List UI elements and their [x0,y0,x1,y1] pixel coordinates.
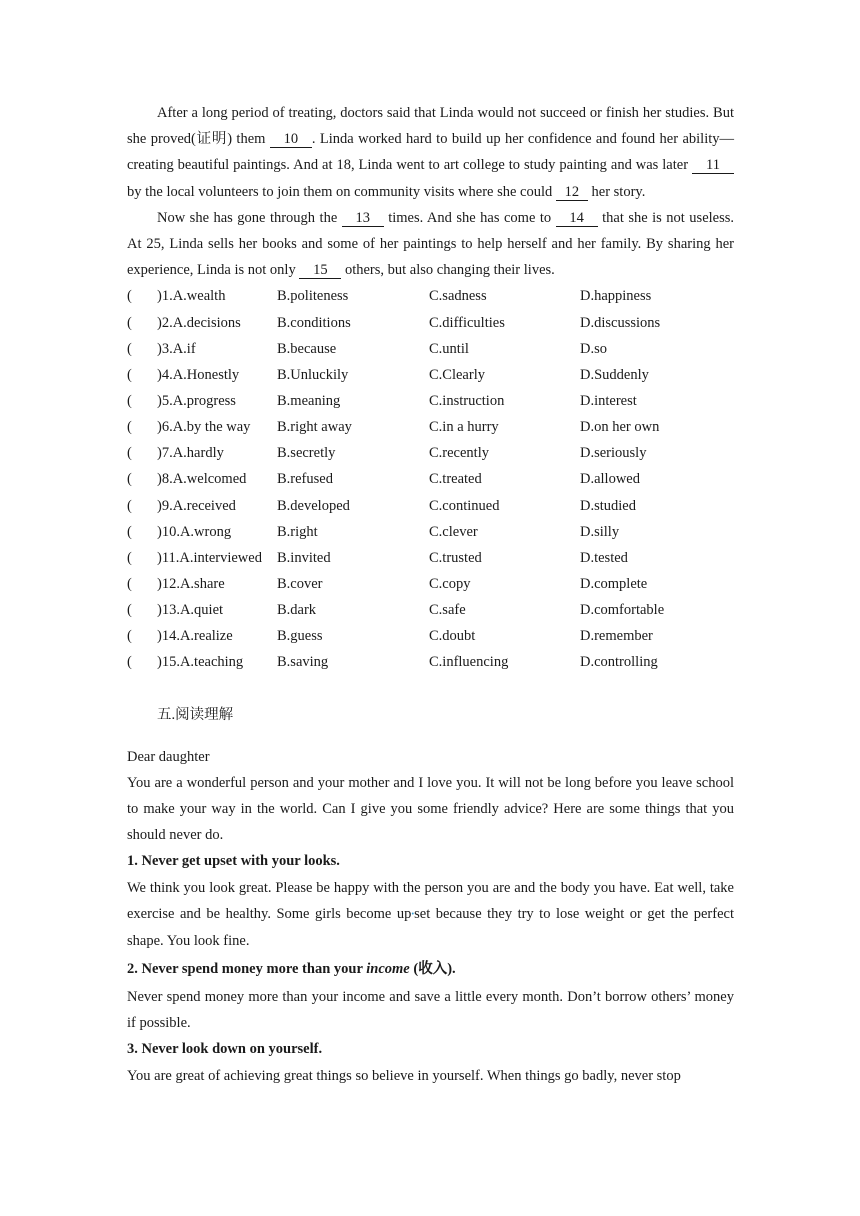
letter-heading-3: 3. Never look down on yourself. [127,1041,323,1058]
passage-text: times. And she has come to [383,209,556,226]
answer-paren[interactable]: ( [127,340,132,357]
answer-paren[interactable]: ( [127,654,132,671]
option-a: )14.A.realize [157,628,233,645]
option-d: D.on her own [580,419,660,436]
answer-paren[interactable]: ( [127,549,132,566]
option-b: B.politeness [277,288,349,305]
answer-paren[interactable]: ( [127,392,132,409]
option-d: D.remember [580,628,653,645]
letter-body-1 [127,875,734,954]
answer-paren[interactable]: ( [127,366,132,383]
option-b: B.meaning [277,392,341,409]
passage-text: Now she has gone through the [157,209,342,226]
blank-14: 14 [556,211,598,227]
option-b: B.guess [277,628,323,645]
option-row [127,519,734,545]
option-b: B.conditions [277,314,351,331]
option-row [127,283,734,309]
passage-text: by the local volunteers to join them on community visits where she could [127,183,556,200]
option-a: )4.A.Honestly [157,366,240,383]
option-row [127,493,734,519]
passage-text: her story. [587,183,646,200]
answer-paren[interactable]: ( [127,523,132,540]
option-a: )6.A.by the way [157,419,251,436]
answer-paren[interactable]: ( [127,575,132,592]
answer-paren[interactable]: ( [127,445,132,462]
option-d: D.controlling [580,654,658,671]
dot-mark: • [411,909,415,919]
letter-heading-1: 1. Never get upset with your looks. [127,853,340,870]
blank-10: 10 [270,132,312,148]
option-c: C.safe [429,602,466,619]
heading-italic-word: income [366,960,410,977]
option-a: )10.A.wrong [157,523,232,540]
option-row [127,440,734,466]
option-d: D.discussions [580,314,661,331]
option-d: D.so [580,340,607,357]
passage-paragraph-2 [127,205,734,284]
option-row [127,649,734,675]
answer-paren[interactable]: ( [127,628,132,645]
section-heading: 五.阅读理解 [157,706,234,723]
blank-12: 12 [556,185,588,201]
option-b: B.right [277,523,318,540]
answer-paren[interactable]: ( [127,497,132,514]
passage-text: . Linda worked hard to build up her confidence and found her ability—creating beautiful paintings. And at 18, Linda went to art college to study painting and was later [127,131,734,174]
option-b: B.dark [277,602,317,619]
option-a: )1.A.wealth [157,288,226,305]
option-row [127,623,734,649]
option-c: C.trusted [429,549,482,566]
option-b: B.saving [277,654,329,671]
option-row [127,571,734,597]
answer-paren[interactable]: ( [127,288,132,305]
answer-paren[interactable]: ( [127,471,132,488]
option-c: C.instruction [429,392,505,409]
option-row [127,414,734,440]
blank-11: 11 [692,158,734,174]
option-d: D.interest [580,392,637,409]
option-c: C.continued [429,497,500,514]
option-a: )12.A.share [157,575,225,592]
blank-13: 13 [342,211,384,227]
option-row [127,362,734,388]
option-row [127,336,734,362]
letter-body-3: You are great of achieving great things so believe in yourself. When things go badly, never stop [127,1067,681,1084]
option-d: D.tested [580,549,628,566]
option-d: D.studied [580,497,636,514]
option-c: C.doubt [429,628,476,645]
letter [127,744,734,1089]
option-row [127,545,734,571]
option-d: D.silly [580,523,620,540]
option-d: D.happiness [580,288,652,305]
option-c: C.sadness [429,288,487,305]
option-c: C.clever [429,523,478,540]
option-c: C.influencing [429,654,509,671]
option-a: )3.A.if [157,340,196,357]
answer-paren[interactable]: ( [127,314,132,331]
option-row [127,388,734,414]
option-c: C.difficulties [429,314,505,331]
option-a: )15.A.teaching [157,654,244,671]
option-c: C.copy [429,575,471,592]
blank-15: 15 [299,263,341,279]
option-row [127,466,734,492]
passage-text: that she is not useless. At 25, Linda sells her books and some of her paintings to help herself and her family. By sharing her experience, Linda is not only [127,209,735,279]
option-b: B.invited [277,549,331,566]
passage-text: others, but also changing their lives. [341,262,555,279]
option-a: )9.A.received [157,497,236,514]
answer-paren[interactable]: ( [127,419,132,436]
passage-paragraph-1 [127,100,734,205]
heading-text: (收入). [409,960,456,977]
option-b: B.cover [277,575,323,592]
option-c: C.treated [429,471,482,488]
option-a: )8.A.welcomed [157,471,247,488]
option-row [127,597,734,623]
option-c: C.Clearly [429,366,485,383]
option-b: B.developed [277,497,350,514]
option-b: B.secretly [277,445,336,462]
letter-greeting: Dear daughter [127,748,210,765]
option-b: B.right away [277,419,352,436]
option-d: D.complete [580,575,648,592]
option-c: C.in a hurry [429,419,499,436]
option-d: D.seriously [580,445,647,462]
option-row [127,310,734,336]
passage-text: After a long period of treating, doctors said that Linda would not succeed or finish her studies. But she proved(证明) them [127,105,734,148]
option-b: B.refused [277,471,333,488]
option-b: B.because [277,340,337,357]
option-a: )5.A.progress [157,392,236,409]
option-a: )7.A.hardly [157,445,224,462]
body-text: We think you look great. Please be happy with the person you are and the body you have. Eat well, take exercise and be healthy. Some girls become up [127,879,734,922]
option-a: )13.A.quiet [157,602,224,619]
letter-body-2: Never spend money more than your income and save a little every month. Don’t borrow others’ money if possible. [127,988,734,1032]
body-text: set because they try to lose weight or get the perfect shape. You look fine. [127,905,734,949]
option-c: C.recently [429,445,489,462]
option-d: D.comfortable [580,602,665,619]
option-b: B.Unluckily [277,366,349,383]
letter-heading-2 [127,956,734,982]
option-a: )11.A.interviewed [157,549,262,566]
option-d: D.Suddenly [580,366,649,383]
heading-text: 2. Never spend money more than your [127,960,367,977]
answer-paren[interactable]: ( [127,602,132,619]
option-c: C.until [429,340,469,357]
option-d: D.allowed [580,471,640,488]
letter-intro: You are a wonderful person and your mother and I love you. It will not be long before you leave school to make your way in the world. Can I give you some friendly advice? Here are some things that you should never do. [127,774,734,844]
answer-options-list [127,283,734,675]
option-a: )2.A.decisions [157,314,241,331]
